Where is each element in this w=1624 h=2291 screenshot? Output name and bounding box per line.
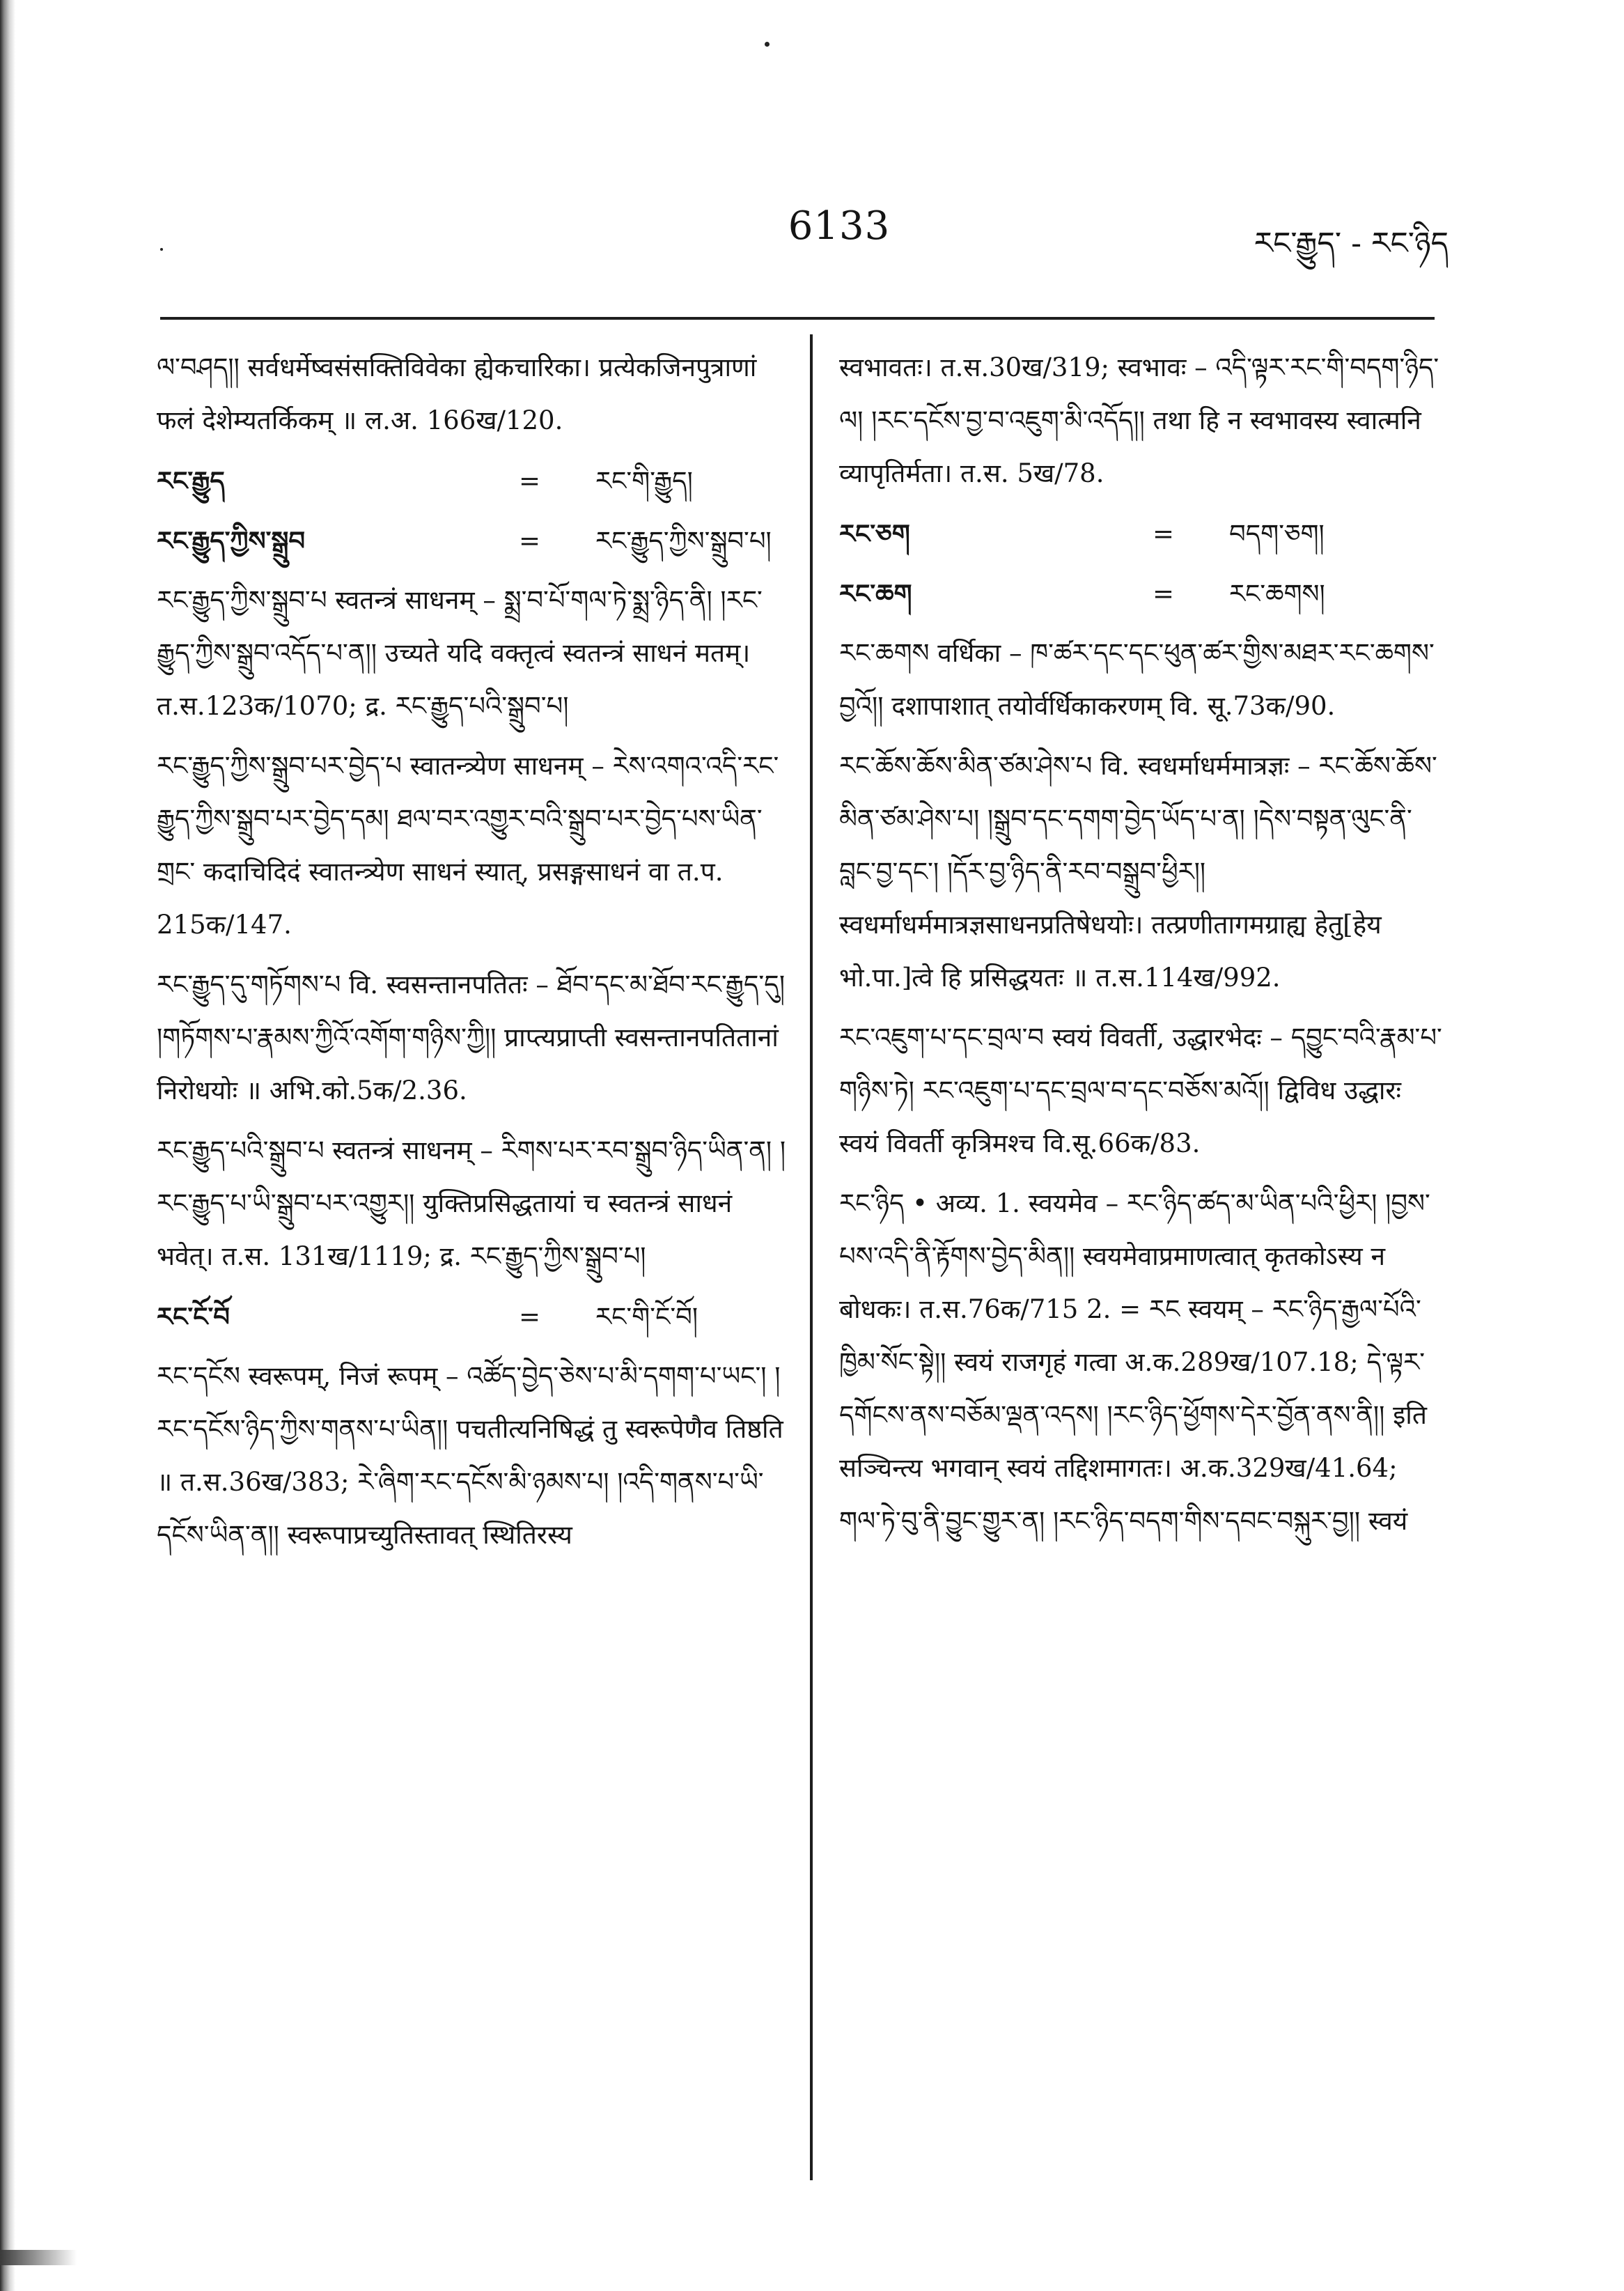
xref-target: བདག་ཅག། xyxy=(1229,519,1325,549)
dictionary-entry: རང་རྒྱུད་པའི་སྒྲུབ་པ स्वतन्त्रं साधनम् – རིགས་པར་རབ་སྒྲུབ་ཉིད་ཡིན་ན། །རང་རྒྱུད་པ་ཡི་སྒྲུབ་པར་འགྱུར།། युक्तिप्रसिद्धतायां च स्वतन्त्रं साधनं भवेत्। त.स. 131ख/1119; द्र. རང་རྒྱུད་ཀྱིས་སྒྲུབ་པ། xyxy=(157,1135,786,1271)
dictionary-entry: རང་རྒྱུད་ཀྱིས་སྒྲུབ་པ स्वतन्त्रं साधनम् – སྨྲ་བ་པོ་གལ་ཏེ་སྨྲ་ཉིད་ནི། །རང་རྒྱུད་ཀྱིས་སྒྲུབ་འདོད་པ་ན།། उच्यते यदि वक्तृत्वं स्वतन्त्रं साधनं मतम्। त.स.123क/1070; द्र. རང་རྒྱུད་པའི་སྒྲུབ་པ། xyxy=(157,585,763,721)
cross-reference xyxy=(839,507,1445,560)
xref-equals: = xyxy=(519,526,541,556)
cross-reference xyxy=(157,514,787,567)
dictionary-entry: རང་ཆོས་ཆོས་མིན་ཙམ་ཤེས་པ वि. स्वधर्माधर्ममात्रज्ञः – རང་ཆོས་ཆོས་མིན་ཙམ་ཤེས་པ། །སྒྲུབ་དང་དགག་བྱེད་ཡོད་པ་ན། །དེས་བསྟན་ལུང་ནི་བླང་བྱ་དང་། །དོར་བྱ་ཉིད་ནི་རབ་བསྒྲུབ་ཕྱིར།། स्वधर्माधर्ममात्रज्ञसाधनप्रतिषेधयोः। तत्प्रणीतागमग्राह्य हेतु[हेय भो.पा.]त्वे हि प्रसिद्धयतः ॥ त.स.114ख/992. xyxy=(839,751,1437,993)
header-rule xyxy=(160,317,1435,320)
dictionary-entry: རང་འཇུག་པ་དང་བྲལ་བ स्वयं विवर्ती, उद्धारभेदः – དབྱུང་བའི་རྣམ་པ་གཉིས་ཏེ། རང་འཇུག་པ་དང་བྲལ་བ་དང་བཅོས་མའོ།། द्विविध उद्धारः स्वयं विवर्ती कृत्रिमश्च वि.सू.66क/83. xyxy=(839,1023,1442,1158)
cross-reference xyxy=(157,1290,787,1343)
dictionary-entry: རང་ཉིད • अव्य. 1. स्वयमेव – རང་ཉིད་ཚད་མ་ཡིན་པའི་ཕྱིར། །བྱས་པས་འདི་ནི་རྟོགས་བྱེད་མིན།། स्वयमेवाप्रमाणत्वात् कृतकोऽस्य न बोधकः। त.स.76क/715 2. = རང स्वयम् – རང་ཉིད་རྒྱལ་པོའི་ཁྱིམ་སོང་སྟེ།། स्वयं राजगृहं गत्वा अ.क.289ख/107.18; དེ་ལྟར་དགོངས་ནས་བཅོམ་ལྡན་འདས། །རང་ཉིད་ཕྱོགས་དེར་བྱོན་ནས་ནི།། इति सञ्चिन्त्य भगवान् स्वयं तद्दिशमागतः। अ.क.329ख/41.64; གལ་ཏེ་བུ་ནི་བྱུང་གྱུར་ན། །རང་ཉིད་བདག་གིས་དབང་བསྐུར་བྱ།། स्वयं xyxy=(839,1188,1430,1536)
scan-edge-shadow xyxy=(0,0,15,2291)
page-number: 6133 xyxy=(788,203,891,249)
dictionary-entry: རང་རྒྱུད་ཀྱིས་སྒྲུབ་པར་བྱེད་པ स्वातन्त्र्येण साधनम् – རེས་འགའ་འདི་རང་རྒྱུད་ཀྱིས་སྒྲུབ་པར་བྱེད་དམ། ཐལ་བར་འགྱུར་བའི་སྒྲུབ་པར་བྱེད་པས་ཡིན་གྲང་ कदाचिदिदं स्वातन्त्र्येण साधनं स्यात्, प्रसङ्गसाधनं वा त.प. 215क/147. xyxy=(157,751,779,940)
xref-target: རང་རྒྱུད་ཀྱིས་སྒྲུབ་པ། xyxy=(595,526,772,556)
xref-headword: རང་རྒྱུད xyxy=(157,465,225,496)
xref-target: རང་གི་རྒྱུད། xyxy=(595,466,693,496)
xref-headword: རང་ཆག xyxy=(839,578,912,609)
cross-reference xyxy=(157,454,787,507)
continuation-text: ལ་བཤད།། सर्वधर्मेष्वसंसक्तिविवेका ह्येकचारिका। प्रत्येकजिनपुत्राणां फलं देशेम्यतर्किकम् ॥ ल.अ. 166ख/120. xyxy=(157,352,757,435)
dictionary-entry: རང་ཆགས वर्धिका – ཁ་ཚར་དང་དང་ཕུན་ཚར་གྱིས་མཐར་རང་ཆགས་བྱའོ།། दशापाशात् तयोर्वर्धिकाकरणम् वि. सू.73क/90. xyxy=(839,638,1435,721)
dictionary-entry: རང་རྒྱུད་དུ་གཏོགས་པ वि. स्वसन्तानपतितः – ཐོབ་དང་མ་ཐོབ་རང་རྒྱུད་དུ། །གཏོགས་པ་རྣམས་ཀྱིའོ་འགོག་གཉིས་ཀྱི།། प्राप्त्यप्राप्ती स्वसन्तानपतितानां निरोधयोः ॥ अभि.को.5क/2.36. xyxy=(157,970,786,1105)
right-column xyxy=(839,341,1445,1555)
running-head: རང་རྒྱུད་ - རང་ཉིད xyxy=(1254,226,1449,261)
xref-headword: རང་རྒྱུད་ཀྱིས་སྒྲུབ xyxy=(157,525,306,556)
xref-equals: = xyxy=(519,1302,541,1332)
dictionary-entry: རང་དངོས स्वरूपम्, निजं रूपम् – འཚོད་བྱེད་ཅེས་པ་མི་དགག་པ་ཡང་། །རང་དངོས་ཉིད་ཀྱིས་གནས་པ་ཡིན།། पचतीत्यनिषिद्धं तु स्वरूपेणैव तिष्ठति ॥ त.स.36ख/383; རེ་ཞིག་རང་དངོས་མི་ཉམས་པ། །འདི་གནས་པ་ཡི་དངོས་ཡིན་ན།། स्वरूपाप्रच्युतिस्तावत् स्थितिरस्य xyxy=(157,1361,783,1550)
cross-reference xyxy=(839,567,1445,620)
xref-target: རང་གི་ངོ་བོ། xyxy=(595,1302,698,1332)
xref-equals: = xyxy=(1153,579,1175,609)
speck xyxy=(765,42,770,47)
xref-equals: = xyxy=(1153,519,1175,549)
scan-edge-shadow-bottom xyxy=(0,2250,77,2265)
xref-target: རང་ཆགས། xyxy=(1229,579,1325,609)
xref-headword: རང་ཅག xyxy=(839,518,910,549)
xref-headword: རང་ངོ་བོ xyxy=(157,1301,231,1332)
speck xyxy=(160,248,163,251)
left-column xyxy=(157,341,787,1569)
column-divider xyxy=(810,334,813,2180)
xref-equals: = xyxy=(519,466,541,496)
continuation-text: स्वभावतः। त.स.30ख/319; स्वभावः – འདི་ལྟར་རང་གི་བདག་ཉིད་ལ། །རང་དངོས་བྱ་བ་འཇུག་མི་འདོད།། तथा हि न स्वभावस्य स्वात्मनि व्यापृतिर्मता। त.स. 5ख/78. xyxy=(839,352,1439,488)
